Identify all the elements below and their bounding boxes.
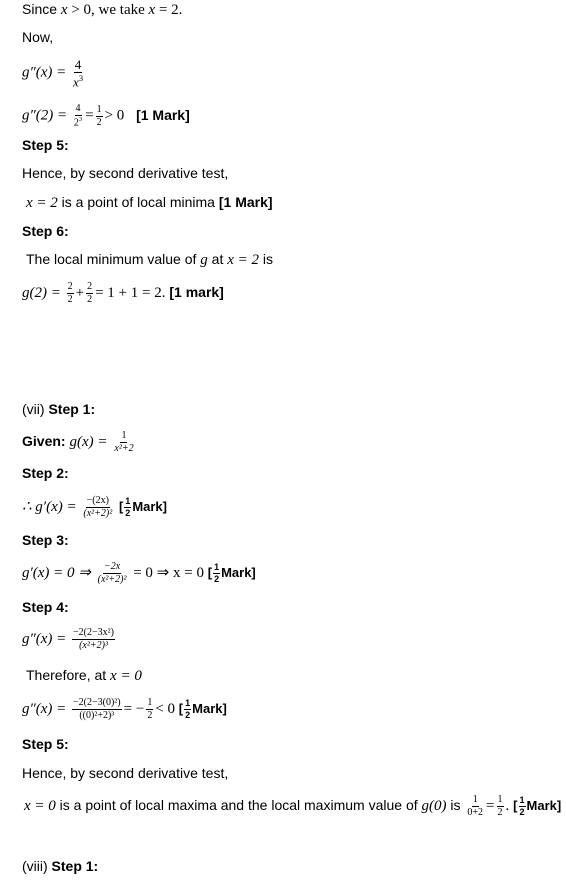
step-5-heading: Step 5: xyxy=(22,137,69,153)
step-6-heading: Step 6: xyxy=(22,223,69,239)
maxima-n: 1 xyxy=(472,794,478,805)
g2-fraction xyxy=(72,58,84,88)
gpp-lhs: g″(x) = xyxy=(22,630,67,647)
part-label: (vii) xyxy=(22,401,49,417)
g2at2-num2: 1 xyxy=(96,103,102,115)
maxima-g: g(0) xyxy=(421,798,447,815)
maxima-line xyxy=(24,795,561,818)
half-num: 1 xyxy=(125,496,131,506)
g2at2-eq: = xyxy=(85,107,94,124)
g2val-frac2 xyxy=(86,282,93,305)
g2at2-lhs: g″(2) = xyxy=(22,107,68,124)
given-fraction xyxy=(113,431,134,454)
half-den: 2 xyxy=(214,574,220,584)
g2val-d1: 2 xyxy=(67,294,73,305)
mark-label: [1 Mark] xyxy=(136,106,190,123)
hence-line-1: Hence, by second derivative test, xyxy=(22,165,229,181)
since-val: = 2. xyxy=(155,2,183,18)
gp0-rhs: = 0 ⇒ x = 0 xyxy=(133,564,204,581)
mark-label: [1 Mark] xyxy=(218,194,273,210)
maxima-d: 0+2 xyxy=(467,807,484,818)
gp-den: (x²+2)² xyxy=(83,508,113,519)
half-num: 1 xyxy=(214,562,220,572)
g2val-n1: 2 xyxy=(67,281,73,292)
g2-exp: 3 xyxy=(78,73,84,83)
given-lhs: g(x) = xyxy=(69,434,108,451)
g2-num: 4 xyxy=(74,57,82,72)
gdouble-zero-formula xyxy=(22,698,227,721)
maxima-is: is xyxy=(446,797,461,814)
g2at2-den2: 2 xyxy=(96,116,102,128)
g2at2-rhs: > 0 xyxy=(104,107,125,124)
gprime-formula xyxy=(22,496,167,519)
maxima-x: x = 0 xyxy=(24,798,56,815)
minval-g: g xyxy=(200,252,208,268)
half-den: 2 xyxy=(519,807,525,818)
gpp-fraction xyxy=(72,628,115,651)
g2at2-formula xyxy=(22,104,190,128)
gpp0-d: 2 xyxy=(147,710,153,721)
given-label: Given: xyxy=(22,433,70,450)
g2at2-frac1 xyxy=(73,104,83,128)
minima-eq: x = 2 xyxy=(26,195,58,211)
half-open: [ xyxy=(118,498,124,514)
minval-x: x = 2 xyxy=(227,252,260,268)
gprime-zero-formula xyxy=(22,562,256,585)
given-line xyxy=(22,431,137,454)
given-den: x²+2 xyxy=(114,443,134,454)
maxima-eq: = xyxy=(486,798,495,815)
gpp0-fraction xyxy=(72,698,122,721)
maxima-frac1 xyxy=(466,795,484,818)
g2val-n2: 2 xyxy=(87,281,93,292)
minval-text: The local minimum value of xyxy=(26,251,201,267)
part-label: (viii) xyxy=(22,858,52,874)
minima-line xyxy=(26,193,273,212)
step-3-heading: Step 3: xyxy=(22,532,69,548)
g2val-plus: + xyxy=(75,284,85,301)
since-line xyxy=(22,0,182,19)
step-4-heading: Step 4: xyxy=(22,599,69,615)
gpp-den: (x²+2)³ xyxy=(79,640,108,651)
gpp0-frac2 xyxy=(146,698,153,721)
since-cond: > 0, we take xyxy=(67,2,149,18)
g2val-frac1 xyxy=(67,282,74,305)
since-text: Since xyxy=(22,1,61,17)
half-den: 2 xyxy=(125,508,131,518)
gpp0-n: 1 xyxy=(147,697,153,708)
g2at2-den1: 2 xyxy=(73,117,79,129)
g2-formula xyxy=(22,58,86,88)
maxima-n2: 1 xyxy=(497,794,503,805)
minval-at: at xyxy=(207,251,228,267)
maxima-dot: . xyxy=(505,798,510,815)
therefore-x: x = 0 xyxy=(110,668,142,684)
gp-fraction xyxy=(82,496,113,519)
g2-den: x xyxy=(73,74,79,90)
step-5b-heading: Step 5: xyxy=(22,736,69,752)
half-mark-text: Mark] xyxy=(221,564,256,580)
gpp0-den: ((0)²+2)³ xyxy=(79,710,115,721)
g2at2-frac2 xyxy=(96,105,103,128)
since-var: x xyxy=(60,2,68,18)
g2val-d2: 2 xyxy=(87,294,93,305)
half-mark-text: Mark] xyxy=(132,498,167,514)
since-var2: x xyxy=(148,2,156,18)
half-num: 1 xyxy=(519,795,525,806)
gp0-den: (x²+2)² xyxy=(97,574,127,585)
half-mark-text: Mark] xyxy=(526,798,562,814)
half-mark-text: Mark] xyxy=(192,700,227,716)
gdouble-formula xyxy=(22,628,117,651)
mark-label: [1 mark] xyxy=(165,283,224,300)
gp0-num: −2x xyxy=(103,561,121,572)
gpp-num: −2(2−3x²) xyxy=(73,627,114,638)
half-open: [ xyxy=(178,700,184,716)
maxima-d2: 2 xyxy=(497,807,503,818)
half-mark xyxy=(513,795,562,818)
part-viii-heading xyxy=(22,857,98,875)
gpp0-eq: = − xyxy=(123,700,145,717)
minima-text: is a point of local minima xyxy=(57,194,219,210)
part-vii-heading xyxy=(22,400,95,418)
gp0-lhs: g′(x) = 0 ⇒ xyxy=(22,564,91,581)
g2-lhs: g″(x) = xyxy=(22,64,67,81)
maxima-text: is a point of local maxima and the local maximum value of xyxy=(55,797,422,814)
g2val-lhs: g(2) = xyxy=(22,284,61,301)
half-den: 2 xyxy=(185,710,191,720)
step-2-heading: Step 2: xyxy=(22,465,69,481)
gp-num: −(2x) xyxy=(86,495,109,506)
given-num: 1 xyxy=(121,430,127,441)
hence-line-2: Hence, by second derivative test, xyxy=(22,765,229,781)
half-open: [ xyxy=(207,564,213,580)
g2val-rhs: = 1 + 1 = 2. xyxy=(95,284,166,301)
minval-is: is xyxy=(259,251,274,267)
g2at2-num1: 4 xyxy=(75,103,81,114)
half-mark xyxy=(178,698,227,720)
therefore-text: Therefore, at xyxy=(26,667,111,683)
therefore-line xyxy=(26,666,142,685)
minval-line xyxy=(26,250,273,269)
gpp0-rhs: < 0 xyxy=(155,700,176,717)
half-mark xyxy=(207,562,256,584)
g2at2-den1-exp: 3 xyxy=(78,116,83,123)
gp0-fraction xyxy=(97,562,128,585)
gpp0-num: −2(2−3(0)²) xyxy=(73,697,121,708)
half-num: 1 xyxy=(185,698,191,708)
g2val-formula xyxy=(22,282,224,305)
gp-lhs: ∴ g′(x) = xyxy=(22,498,77,515)
half-open: [ xyxy=(513,798,518,814)
gpp0-lhs: g″(x) = xyxy=(22,700,67,717)
step-1-heading: Step 1: xyxy=(48,401,96,417)
now-line: Now, xyxy=(22,29,54,45)
half-mark xyxy=(118,496,167,518)
maxima-frac2 xyxy=(497,795,504,818)
step-1-heading: Step 1: xyxy=(51,858,99,874)
